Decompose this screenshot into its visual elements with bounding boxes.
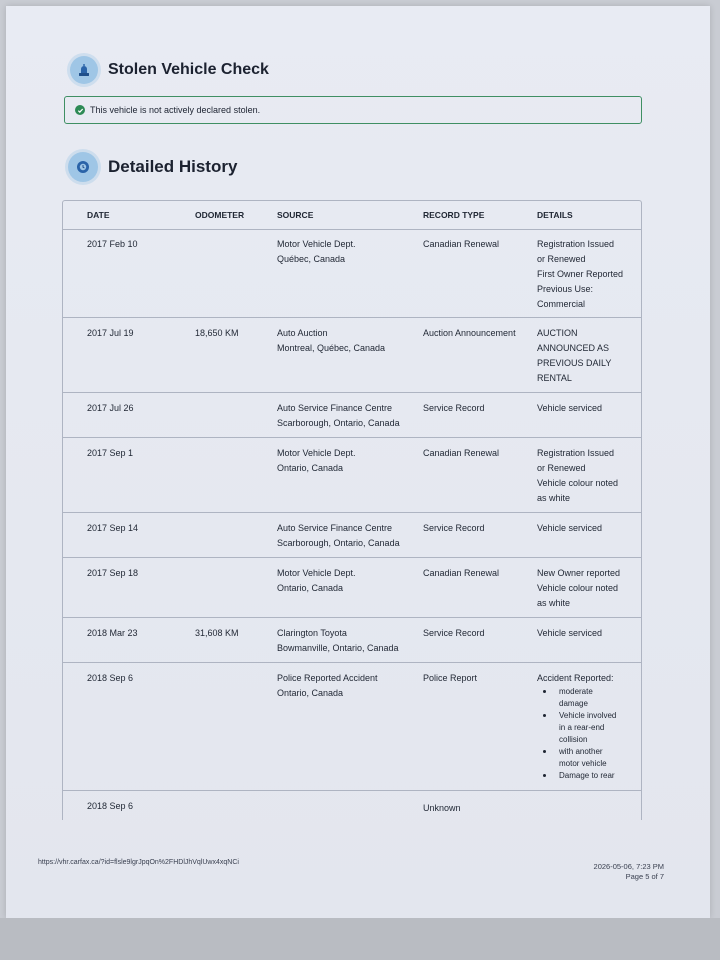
col-source: SOURCE (277, 210, 314, 220)
footer-meta (560, 862, 664, 882)
row-record-type: Service Record (423, 628, 485, 638)
row-source: Motor Vehicle Dept. Ontario, Canada (277, 448, 356, 473)
row-date: 2017 Sep 14 (87, 523, 139, 533)
check-circle-icon (75, 105, 85, 115)
row-record-type: Canadian Renewal (423, 239, 500, 249)
police-light-icon (70, 56, 98, 84)
row-date: 2017 Sep 18 (87, 568, 139, 578)
row-details: Vehicle serviced (537, 523, 603, 533)
history-title: Detailed History (108, 157, 238, 176)
footer-url: https://vhr.carfax.ca/?id=flsle9lgrJpqOn%2FHDlJhVqlUwx4xqNCi (38, 859, 239, 866)
table-row (63, 229, 641, 318)
row-source: Motor Vehicle Dept. Ontario, Canada (277, 568, 356, 593)
row-source: Auto Auction Montreal, Québec, Canada (277, 328, 386, 353)
table-row (63, 558, 641, 618)
table-row (63, 663, 641, 791)
row-date: 2017 Feb 10 (87, 239, 138, 249)
col-record-type: RECORD TYPE (423, 210, 485, 220)
table-header (63, 201, 641, 230)
row-date: 2018 Sep 6 (87, 673, 134, 683)
history-heading (68, 152, 237, 182)
list-item: moderate damage (559, 686, 641, 710)
row-source: Auto Service Finance Centre Scarborough, Ontario, Canada (277, 403, 400, 428)
col-date: DATE (87, 210, 110, 220)
row-details: Accident Reported: moderate damage Vehicle involved in a rear-end collision with another motor vehicle Damage to rear (537, 671, 641, 782)
footer-page-number: Page 5 of 7 (625, 872, 664, 881)
row-odometer: 31,608 KM (195, 628, 239, 638)
table-row (63, 438, 641, 513)
row-details: Vehicle serviced (537, 403, 603, 413)
stolen-status-box (64, 96, 642, 124)
table-row (63, 318, 641, 393)
table-row (63, 513, 641, 558)
row-record-type: Auction Announcement (423, 328, 516, 338)
list-item: Vehicle involved in a rear-end collision (559, 710, 641, 746)
stolen-check-heading (70, 56, 269, 84)
row-record-type: Canadian Renewal (423, 448, 500, 458)
row-details: AUCTION ANNOUNCED AS PREVIOUS DAILY RENTAL (537, 328, 612, 383)
history-clock-icon (68, 152, 98, 182)
col-odometer: ODOMETER (195, 210, 245, 220)
stolen-check-title: Stolen Vehicle Check (108, 61, 269, 78)
row-date: 2017 Jul 19 (87, 328, 134, 338)
table-row (63, 393, 641, 438)
row-details: New Owner reported Vehicle colour noted as white (537, 568, 621, 608)
row-date: 2017 Jul 26 (87, 403, 134, 413)
row-details: Registration Issued or Renewed First Owner Reported Previous Use: Commercial (537, 239, 624, 309)
background-surface (0, 918, 720, 960)
row-source: Police Reported Accident Ontario, Canada (277, 673, 378, 698)
report-page (6, 6, 710, 918)
footer-datetime: 2026-05-06, 7:23 PM (593, 862, 664, 871)
row-details: Registration Issued or Renewed Vehicle colour noted as white (537, 448, 619, 503)
row-source: Motor Vehicle Dept. Québec, Canada (277, 239, 356, 264)
history-table (62, 200, 642, 820)
table-row (63, 618, 641, 663)
row-source: Auto Service Finance Centre Scarborough, Ontario, Canada (277, 523, 400, 548)
list-item: Damage to rear (559, 770, 641, 782)
accident-detail-list (537, 686, 641, 782)
table-row (63, 791, 641, 820)
row-date: 2018 Sep 6 (87, 801, 134, 811)
row-record-type: Service Record (423, 403, 485, 413)
col-details: DETAILS (537, 210, 573, 220)
row-source: Clarington Toyota Bowmanville, Ontario, Canada (277, 628, 399, 653)
row-odometer: 18,650 KM (195, 328, 239, 338)
row-record-type: Police Report (423, 673, 478, 683)
row-record-type: Canadian Renewal (423, 568, 500, 578)
row-record-type: Unknown (423, 803, 461, 813)
row-date: 2018 Mar 23 (87, 628, 138, 638)
row-date: 2017 Sep 1 (87, 448, 134, 458)
row-details: Vehicle serviced (537, 628, 603, 638)
stolen-status-text: This vehicle is not actively declared stolen. (90, 105, 261, 115)
row-record-type: Service Record (423, 523, 485, 533)
list-item: with another motor vehicle (559, 746, 641, 770)
